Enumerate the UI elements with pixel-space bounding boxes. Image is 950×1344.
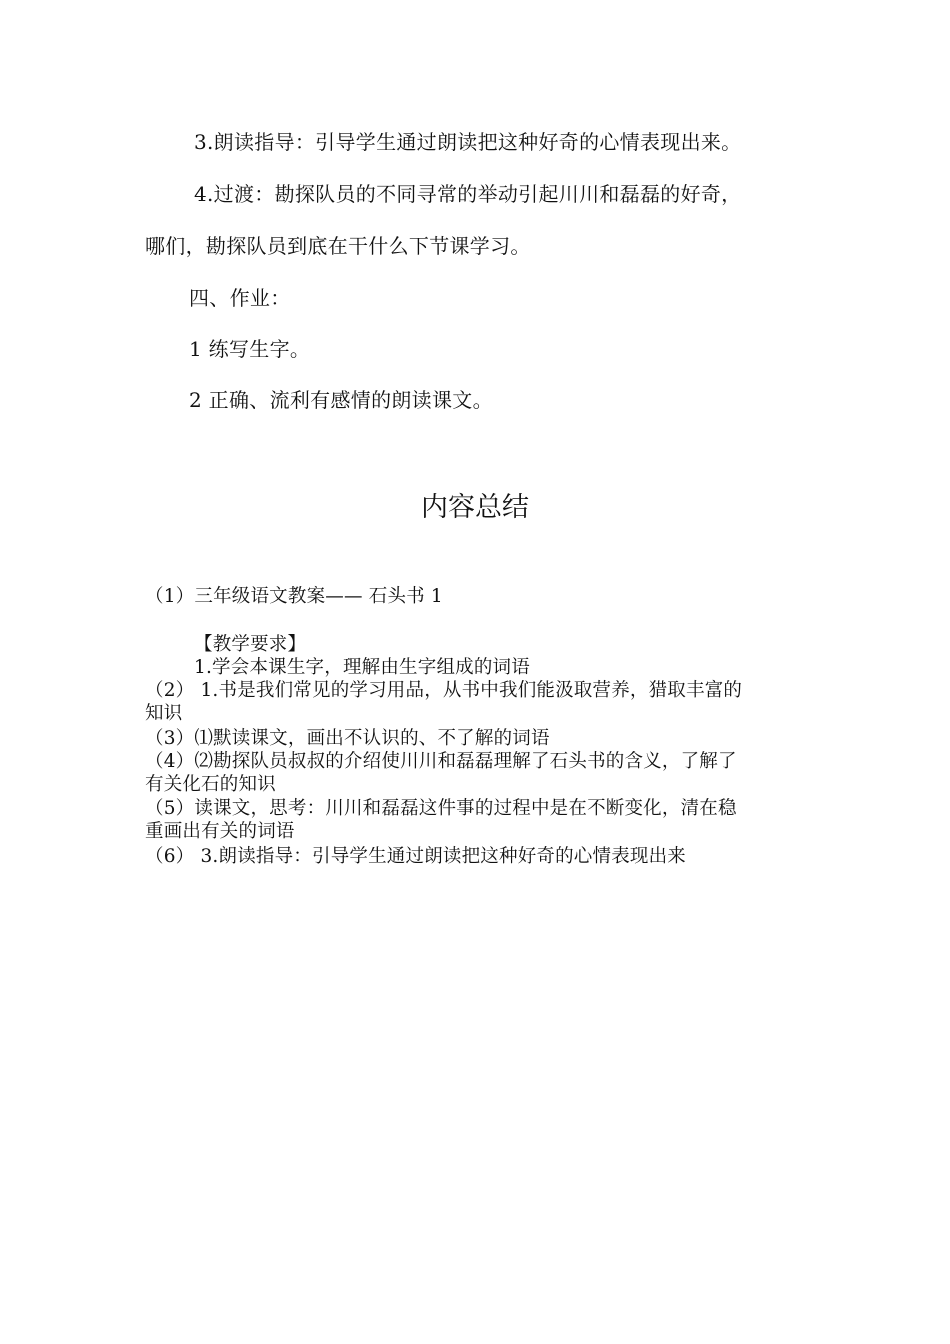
summary-item-2: （2） 1.书是我们常见的学习用品，从书中我们能汲取营养，猎取丰富的 bbox=[145, 680, 743, 701]
homework-item-1: 1 练写生字。 bbox=[189, 337, 311, 361]
summary-requirements-heading: 【教学要求】 bbox=[194, 634, 307, 655]
paragraph-reading-guide: 3.朗读指导：引导学生通过朗读把这种好奇的心情表现出来。 bbox=[194, 130, 742, 154]
paragraph-transition-continued: 哪们，勘探队员到底在干什么下节课学习。 bbox=[145, 234, 531, 258]
summary-item-4-continued: 有关化石的知识 bbox=[145, 774, 276, 795]
summary-item-1: （1）三年级语文教案—— 石头书 1 bbox=[145, 586, 443, 607]
summary-item-3: （3）⑴默读课文，画出不认识的、不了解的词语 bbox=[145, 728, 550, 749]
summary-title: 内容总结 bbox=[421, 492, 529, 523]
summary-item-5: （5）读课文，思考：川川和磊磊这件事的过程中是在不断变化，清在稳 bbox=[145, 798, 737, 819]
summary-item-5-continued: 重画出有关的词语 bbox=[145, 821, 295, 842]
summary-item-6: （6） 3.朗读指导：引导学生通过朗读把这种好奇的心情表现出来 bbox=[145, 846, 687, 867]
summary-item-4: （4）⑵勘探队员叔叔的介绍使川川和磊磊理解了石头书的含义，了解了 bbox=[145, 751, 737, 772]
paragraph-transition: 4.过渡：勘探队员的不同寻常的举动引起川川和磊磊的好奇， bbox=[194, 182, 742, 206]
summary-requirement-line: 1.学会本课生字，理解由生字组成的词语 bbox=[194, 657, 530, 678]
homework-heading: 四、作业： bbox=[189, 286, 291, 310]
homework-item-2: 2 正确、流利有感情的朗读课文。 bbox=[189, 388, 493, 412]
summary-item-2-continued: 知识 bbox=[145, 703, 183, 724]
